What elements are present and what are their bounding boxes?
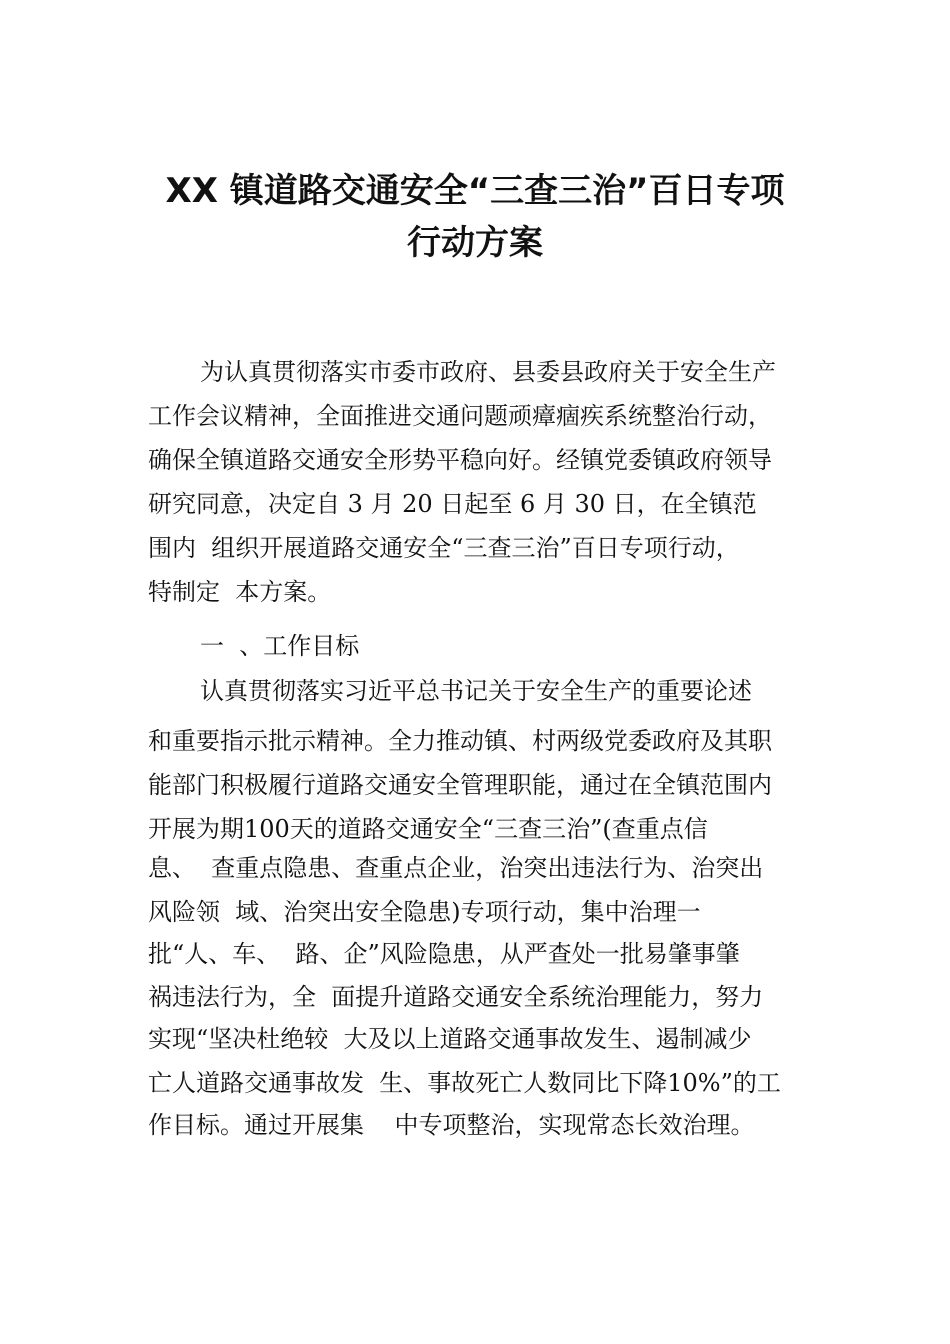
body-line: 确保全镇道路交通安全形势平稳向好。经镇党委镇政府领导 [148,446,772,474]
body-line: 研究同意，决定自 3 月 20 日起至 6 月 30 日，在全镇范 [148,490,757,518]
body-line: 工作会议精神，全面推进交通问题顽瘴痼疾系统整治行动， [148,402,772,430]
document-title-line-1: XX 镇道路交通安全“三查三治”百日专项 [165,171,785,211]
body-line: 认真贯彻落实习近平总书记关于安全生产的重要论述 [200,677,752,705]
body-line: 祸违法行为，全 面提升道路交通安全系统治理能力，努力 [148,983,764,1011]
document-title-line-2: 行动方案 [407,223,543,263]
body-line: 开展为期100天的道路交通安全“三查三治”(查重点信 [148,815,708,843]
body-line: 风险领 域、治突出安全隐患)专项行动，集中治理一 [148,898,701,926]
body-line: 亡人道路交通事故发 生、事故死亡人数同比下降10%”的工 [148,1069,781,1097]
body-line: 息、 查重点隐患、查重点企业，治突出违法行为、治突出 [148,854,764,882]
body-line: 实现“坚决杜绝较 大及以上道路交通事故发生、遏制减少 [148,1025,752,1053]
body-line: 批“人、车、 路、企”风险隐患，从严查处一批易肇事肇 [148,940,740,968]
section-heading: 一 、工作目标 [200,632,360,660]
body-line: 为认真贯彻落实市委市政府、县委县政府关于安全生产 [200,358,776,386]
body-line: 围内 组织开展道路交通安全“三查三治”百日专项行动， [148,534,740,562]
body-line: 能部门积极履行道路交通安全管理职能，通过在全镇范围内 [148,771,772,799]
body-line: 特制定 本方案。 [148,578,332,606]
body-line: 作目标。通过开展集 中专项整治，实现常态长效治理。 [148,1111,755,1139]
body-line: 和重要指示批示精神。全力推动镇、村两级党委政府及其职 [148,727,772,755]
